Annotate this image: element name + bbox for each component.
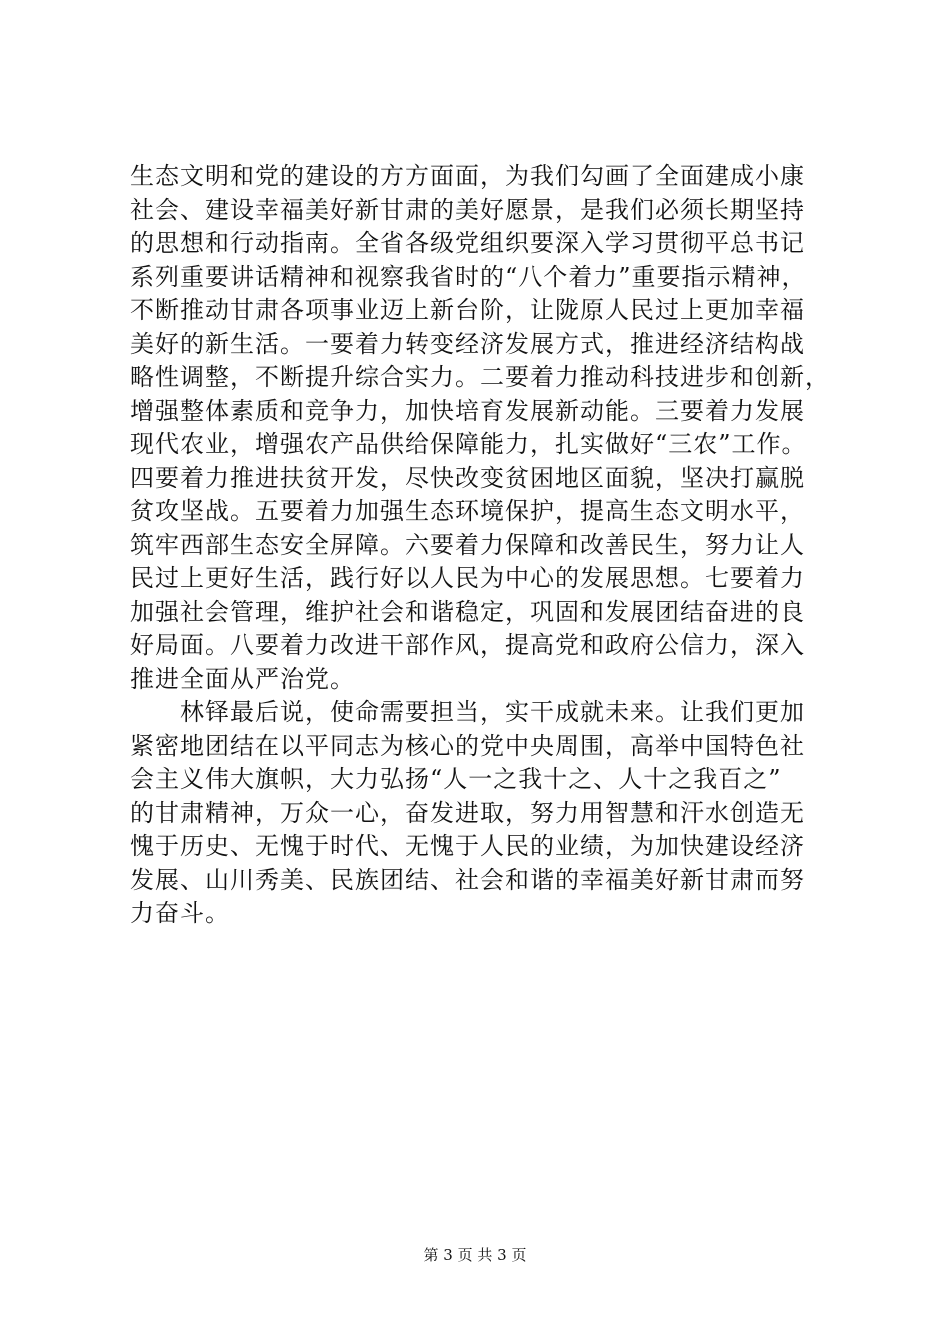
text-line: 的甘肃精神，万众一心，奋发进取，努力用智慧和汗水创造无 <box>130 798 805 827</box>
text-line: 现代农业，增强农产品供给保障能力，扎实做好“三农”工作。 <box>130 430 807 458</box>
text-line: 增强整体素质和竞争力，加快培育发展新动能。三要着力发展 <box>130 396 805 425</box>
text-line: 美好的新生活。一要着力转变经济发展方式，推进经济结构战 <box>130 329 805 358</box>
text-line: 不断推动甘肃各项事业迈上新台阶，让陇原人民过上更加幸福 <box>130 296 805 324</box>
text-line: 发展、山川秀美、民族团结、社会和谐的幸福美好新甘肃而努 <box>130 865 805 894</box>
text-line: 民过上更好生活，践行好以人民为中心的发展思想。七要着力 <box>130 564 805 592</box>
text-line: 系列重要讲话精神和视察我省时的“八个着力”重要指示精神， <box>130 262 807 291</box>
text-line: 推进全面从严治党。 <box>130 664 355 693</box>
text-line: 加强社会管理，维护社会和谐稳定，巩固和发展团结奋进的良 <box>130 597 805 626</box>
text-line: 会主义伟大旗帜，大力弘扬“人一之我十之、人十之我百之” <box>130 765 782 793</box>
text-line: 愧于历史、无愧于时代、无愧于人民的业绩，为加快建设经济 <box>130 832 805 860</box>
text-line: 紧密地团结在以平同志为核心的党中央周围，高举中国特色社 <box>130 731 805 760</box>
text-line: 社会、建设幸福美好新甘肃的美好愿景，是我们必须长期坚持 <box>130 195 805 224</box>
body-text <box>130 160 830 931</box>
text-line: 林铎最后说，使命需要担当，实干成就未来。让我们更加 <box>130 698 805 726</box>
text-line: 的思想和行动指南。全省各级党组织要深入学习贯彻平总书记 <box>130 229 805 257</box>
text-line: 筑牢西部生态安全屏障。六要着力保障和改善民生，努力让人 <box>130 530 805 559</box>
text-line: 略性调整，不断提升综合实力。二要着力推动科技进步和创新， <box>130 363 830 391</box>
page-number-label: 第 3 页 共 3 页 <box>423 1246 527 1264</box>
text-line: 生态文明和党的建设的方方面面，为我们勾画了全面建成小康 <box>130 162 805 190</box>
page-footer <box>0 1245 950 1265</box>
text-line: 贫攻坚战。五要着力加强生态环境保护，提高生态文明水平， <box>130 497 805 525</box>
text-line: 好局面。八要着力改进干部作风，提高党和政府公信力，深入 <box>130 631 805 659</box>
text-line: 力奋斗。 <box>130 899 230 927</box>
text-line: 四要着力推进扶贫开发，尽快改变贫困地区面貌，坚决打赢脱 <box>130 463 805 492</box>
